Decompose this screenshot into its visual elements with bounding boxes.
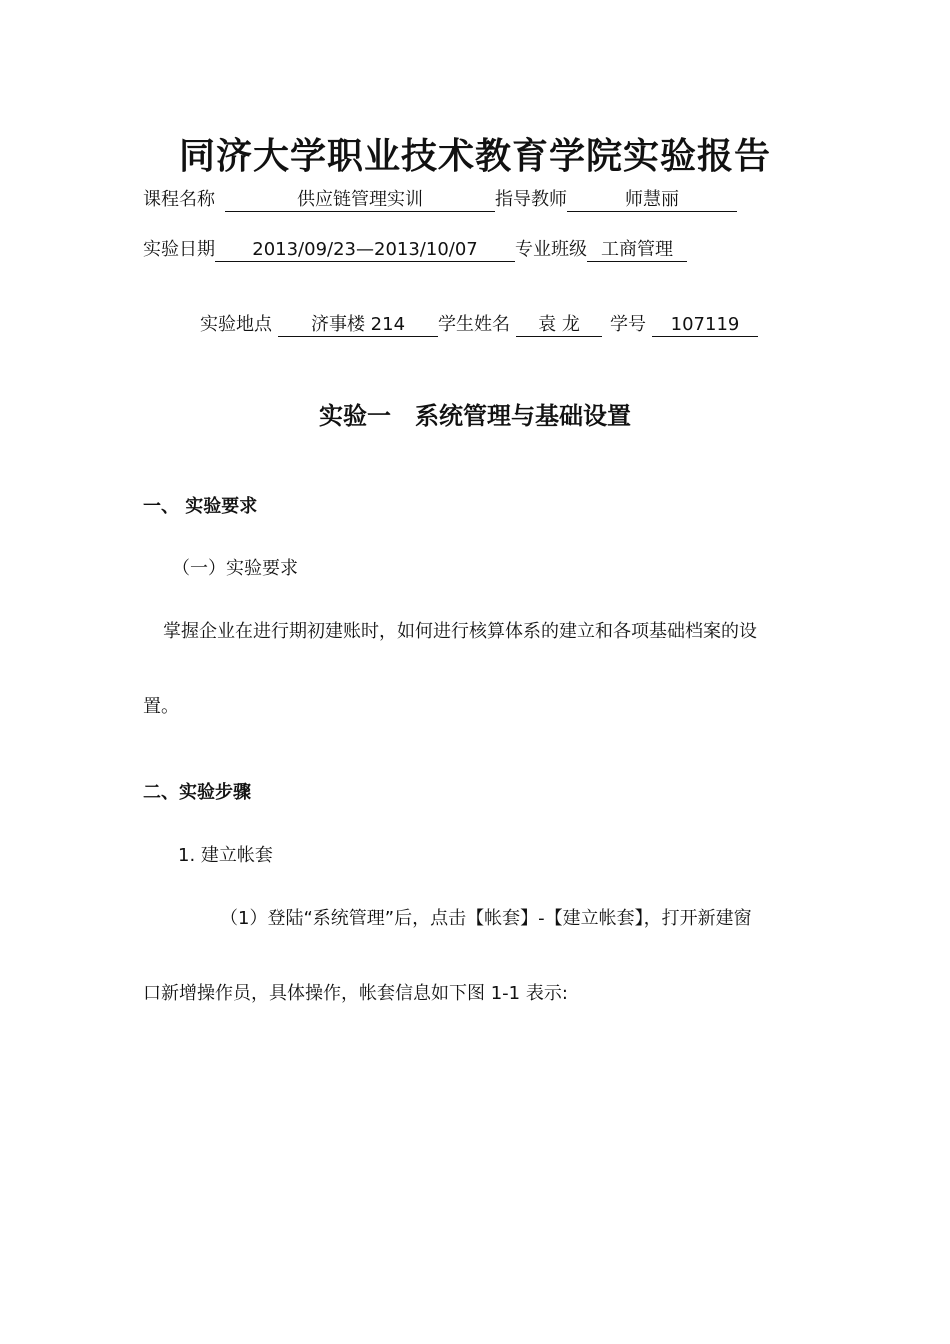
header-row-place bbox=[200, 312, 758, 338]
section1-subheading: （一）实验要求 bbox=[172, 558, 298, 579]
teacher-label: 指导教师 bbox=[495, 189, 567, 210]
course-label: 课程名称 bbox=[143, 189, 215, 210]
student-value: 袁 龙 bbox=[516, 314, 602, 337]
header-row-course bbox=[143, 187, 737, 213]
place-label: 实验地点 bbox=[200, 314, 272, 335]
section1-paragraph-line1: 掌握企业在进行期初建账时，如何进行核算体系的建立和各项基础档案的设 bbox=[163, 621, 757, 642]
step1-text-line1: （1）登陆“系统管理”后，点击【帐套】-【建立帐套】，打开新建窗 bbox=[220, 908, 752, 929]
step1-title: 1. 建立帐套 bbox=[178, 845, 273, 866]
report-title: 同济大学职业技术教育学院实验报告 bbox=[178, 136, 771, 177]
experiment-title: 实验一 系统管理与基础设置 bbox=[319, 402, 631, 430]
course-value: 供应链管理实训 bbox=[225, 189, 495, 212]
section1-heading: 一、 实验要求 bbox=[143, 496, 258, 517]
student-label: 学生姓名 bbox=[438, 314, 510, 335]
teacher-value: 师慧丽 bbox=[567, 189, 737, 212]
date-label: 实验日期 bbox=[143, 239, 215, 260]
id-label: 学号 bbox=[610, 314, 646, 335]
step1-text-line2: 口新增操作员，具体操作，帐套信息如下图 1-1 表示: bbox=[143, 983, 568, 1004]
date-value: 2013/09/23—2013/10/07 bbox=[215, 239, 515, 262]
section2-heading: 二、实验步骤 bbox=[143, 782, 251, 803]
header-row-date bbox=[143, 237, 687, 263]
id-value: 107119 bbox=[652, 314, 758, 337]
section1-paragraph-line2: 置。 bbox=[143, 696, 179, 717]
place-value: 济事楼 214 bbox=[278, 314, 438, 337]
class-label: 专业班级 bbox=[515, 239, 587, 260]
class-value: 工商管理 bbox=[587, 239, 687, 262]
